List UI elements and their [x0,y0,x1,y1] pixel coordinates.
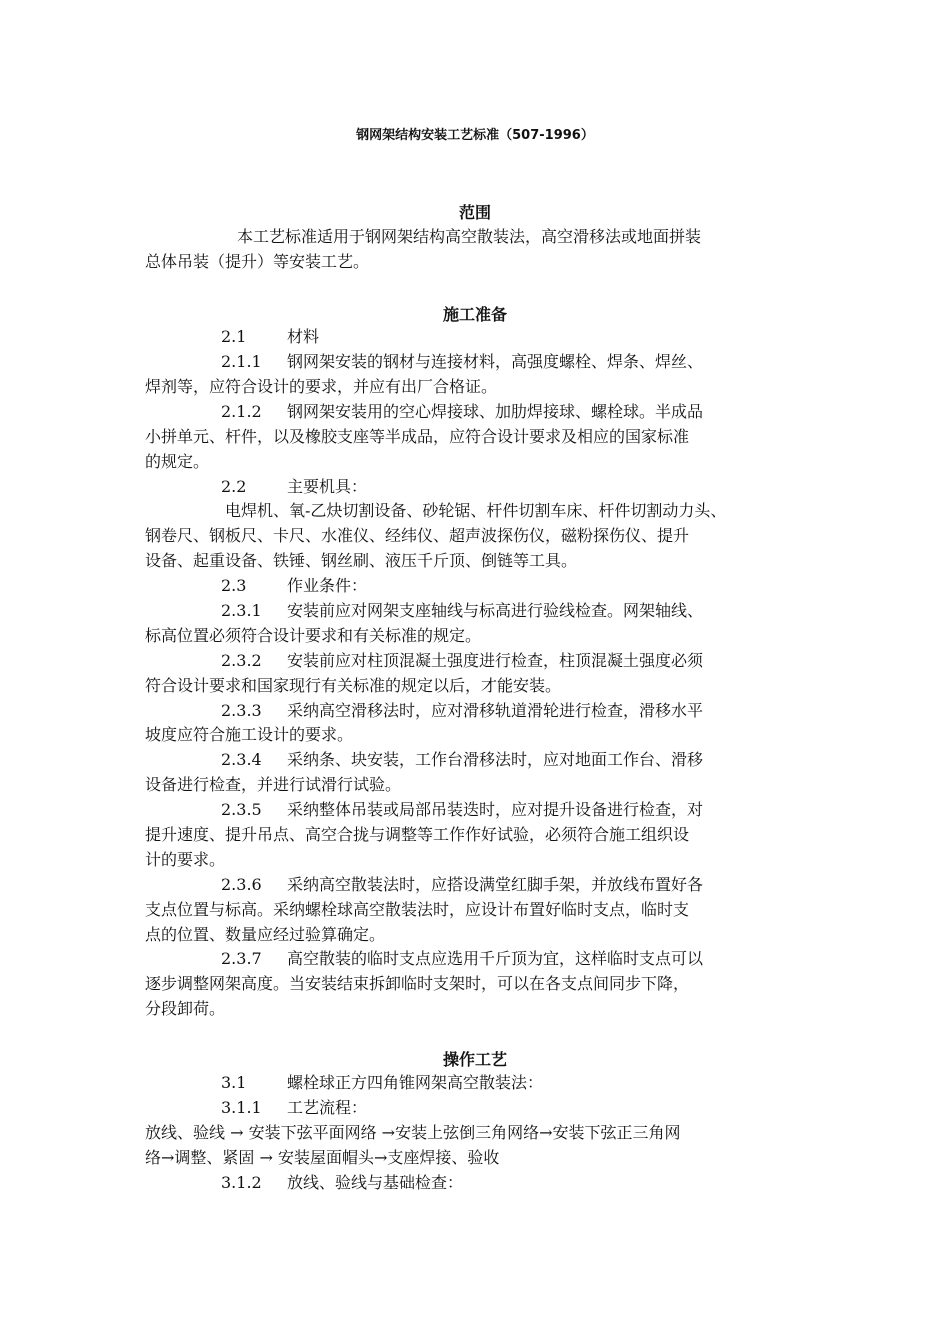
clause-text: 采纳高空散装法时，应搭设满堂红脚手架，并放线布置好各 [287,875,704,894]
clause-3-1 [145,1070,901,1095]
clause-number: 2.3.7 [221,949,262,968]
clause-2-3-2 [145,648,901,673]
clause-text: 采纳条、块安装，工作台滑移法时，应对地面工作台、滑移 [287,750,704,769]
paragraph-line: 焊剂等，应符合设计的要求，并应有出厂合格证。 [145,377,498,396]
paragraph-line: 本工艺标准适用于钢网架结构高空散装法，高空滑移法或地面拼装 [237,227,702,246]
paragraph-line: 设备、起重设备、铁锤、钢丝刷、液压千斤顶、倒链等工具。 [145,551,578,570]
paragraph-line: 钢卷尺、钢板尺、卡尺、水准仪、经纬仪、超声波探伤仪，磁粉探伤仪、提升 [145,526,690,545]
paragraph-line: 计的要求。 [145,850,226,869]
clause-text: 作业条件： [287,576,368,595]
clause-text: 工艺流程： [287,1098,368,1117]
clause-number: 3.1.2 [221,1173,262,1192]
clause-2-3-4 [145,747,901,772]
clause-number: 2.1.2 [221,402,262,421]
clause-text: 安装前应对网架支座轴线与标高进行验线检查。网架轴线、 [287,601,704,620]
document-title: 钢网架结构安装工艺标准（507-1996） [356,128,594,143]
section-heading-scope: 范围 [458,203,491,222]
paragraph-line: 点的位置、数量应经过验算确定。 [145,925,386,944]
paragraph-line: 设备进行检查，并进行试滑行试验。 [145,775,402,794]
clause-2-1-2 [145,399,901,424]
clause-number: 2.3.3 [221,701,262,720]
clause-text: 钢网架安装用的空心焊接球、加肋焊接球、螺栓球。半成品 [287,402,704,421]
clause-text: 采纳高空滑移法时，应对滑移轨道滑轮进行检查，滑移水平 [287,701,704,720]
paragraph-line: 的规定。 [145,452,210,471]
clause-number: 2.3 [221,576,247,595]
paragraph-line: 坡度应符合施工设计的要求。 [145,725,354,744]
paragraph-line: 电焊机、氧-乙炔切割设备、砂轮锯、杆件切割车床、杆件切割动力头、 [225,501,727,520]
clause-number: 2.3.4 [221,750,262,769]
clause-3-1-1 [145,1095,901,1120]
clause-number: 2.2 [221,477,247,496]
clause-number: 3.1.1 [221,1098,262,1117]
paragraph-line: 提升速度、提升吊点、高空合拢与调整等工作作好试验，必须符合施工组织设 [145,825,690,844]
clause-text: 高空散装的临时支点应选用千斤顶为宜，这样临时支点可以 [287,949,704,968]
clause-2-3-5 [145,797,901,822]
process-flow-line: 络→调整、紧固 → 安装屋面帽头→支座焊接、验收 [145,1148,500,1167]
clause-text: 安装前应对柱顶混凝土强度进行检查，柱顶混凝土强度必须 [287,651,704,670]
clause-3-1-2 [145,1170,901,1195]
clause-number: 2.1.1 [221,352,262,371]
paragraph-line: 标高位置必须符合设计要求和有关标准的规定。 [145,626,482,645]
clause-number: 2.3.1 [221,601,262,620]
clause-2-2 [145,474,901,499]
clause-number: 2.3.2 [221,651,262,670]
paragraph-line: 分段卸荷。 [145,999,226,1018]
clause-number: 2.3.6 [221,875,262,894]
clause-2-3-6 [145,872,901,897]
clause-text: 螺栓球正方四角锥网架高空散装法： [287,1073,544,1092]
clause-text: 材料 [287,327,320,346]
clause-number: 2.1 [221,327,247,346]
section-heading-ops: 操作工艺 [442,1050,507,1069]
paragraph-line: 逐步调整网架高度。当安装结束拆卸临时支架时，可以在各支点间同步下降， [145,974,690,993]
paragraph-line: 符合设计要求和国家现行有关标准的规定以后，才能安装。 [145,676,562,695]
clause-2-3-3 [145,698,901,723]
clause-2-3-7 [145,946,901,971]
paragraph-line: 支点位置与标高。采纳螺栓球高空散装法时，应设计布置好临时支点，临时支 [145,900,690,919]
clause-text: 采纳整体吊装或局部吊装迭时，应对提升设备进行检查，对 [287,800,704,819]
clause-text: 放线、验线与基础检查： [287,1173,464,1192]
process-flow-line: 放线、验线 → 安装下弦平面网络 →安装上弦倒三角网络→安装下弦正三角网 [145,1123,681,1142]
clause-number: 2.3.5 [221,800,262,819]
clause-text: 主要机具： [287,477,368,496]
clause-number: 3.1 [221,1073,247,1092]
clause-2-3-1 [145,598,901,623]
paragraph-line: 总体吊装（提升）等安装工艺。 [145,252,370,271]
clause-2-1 [145,324,901,349]
clause-2-3 [145,573,901,598]
paragraph-line: 小拼单元、杆件，以及橡胶支座等半成品，应符合设计要求及相应的国家标准 [145,427,690,446]
clause-text: 钢网架安装的钢材与连接材料，高强度螺栓、焊条、焊丝、 [287,352,704,371]
clause-2-1-1 [145,349,901,374]
section-heading-prep: 施工准备 [442,305,507,324]
